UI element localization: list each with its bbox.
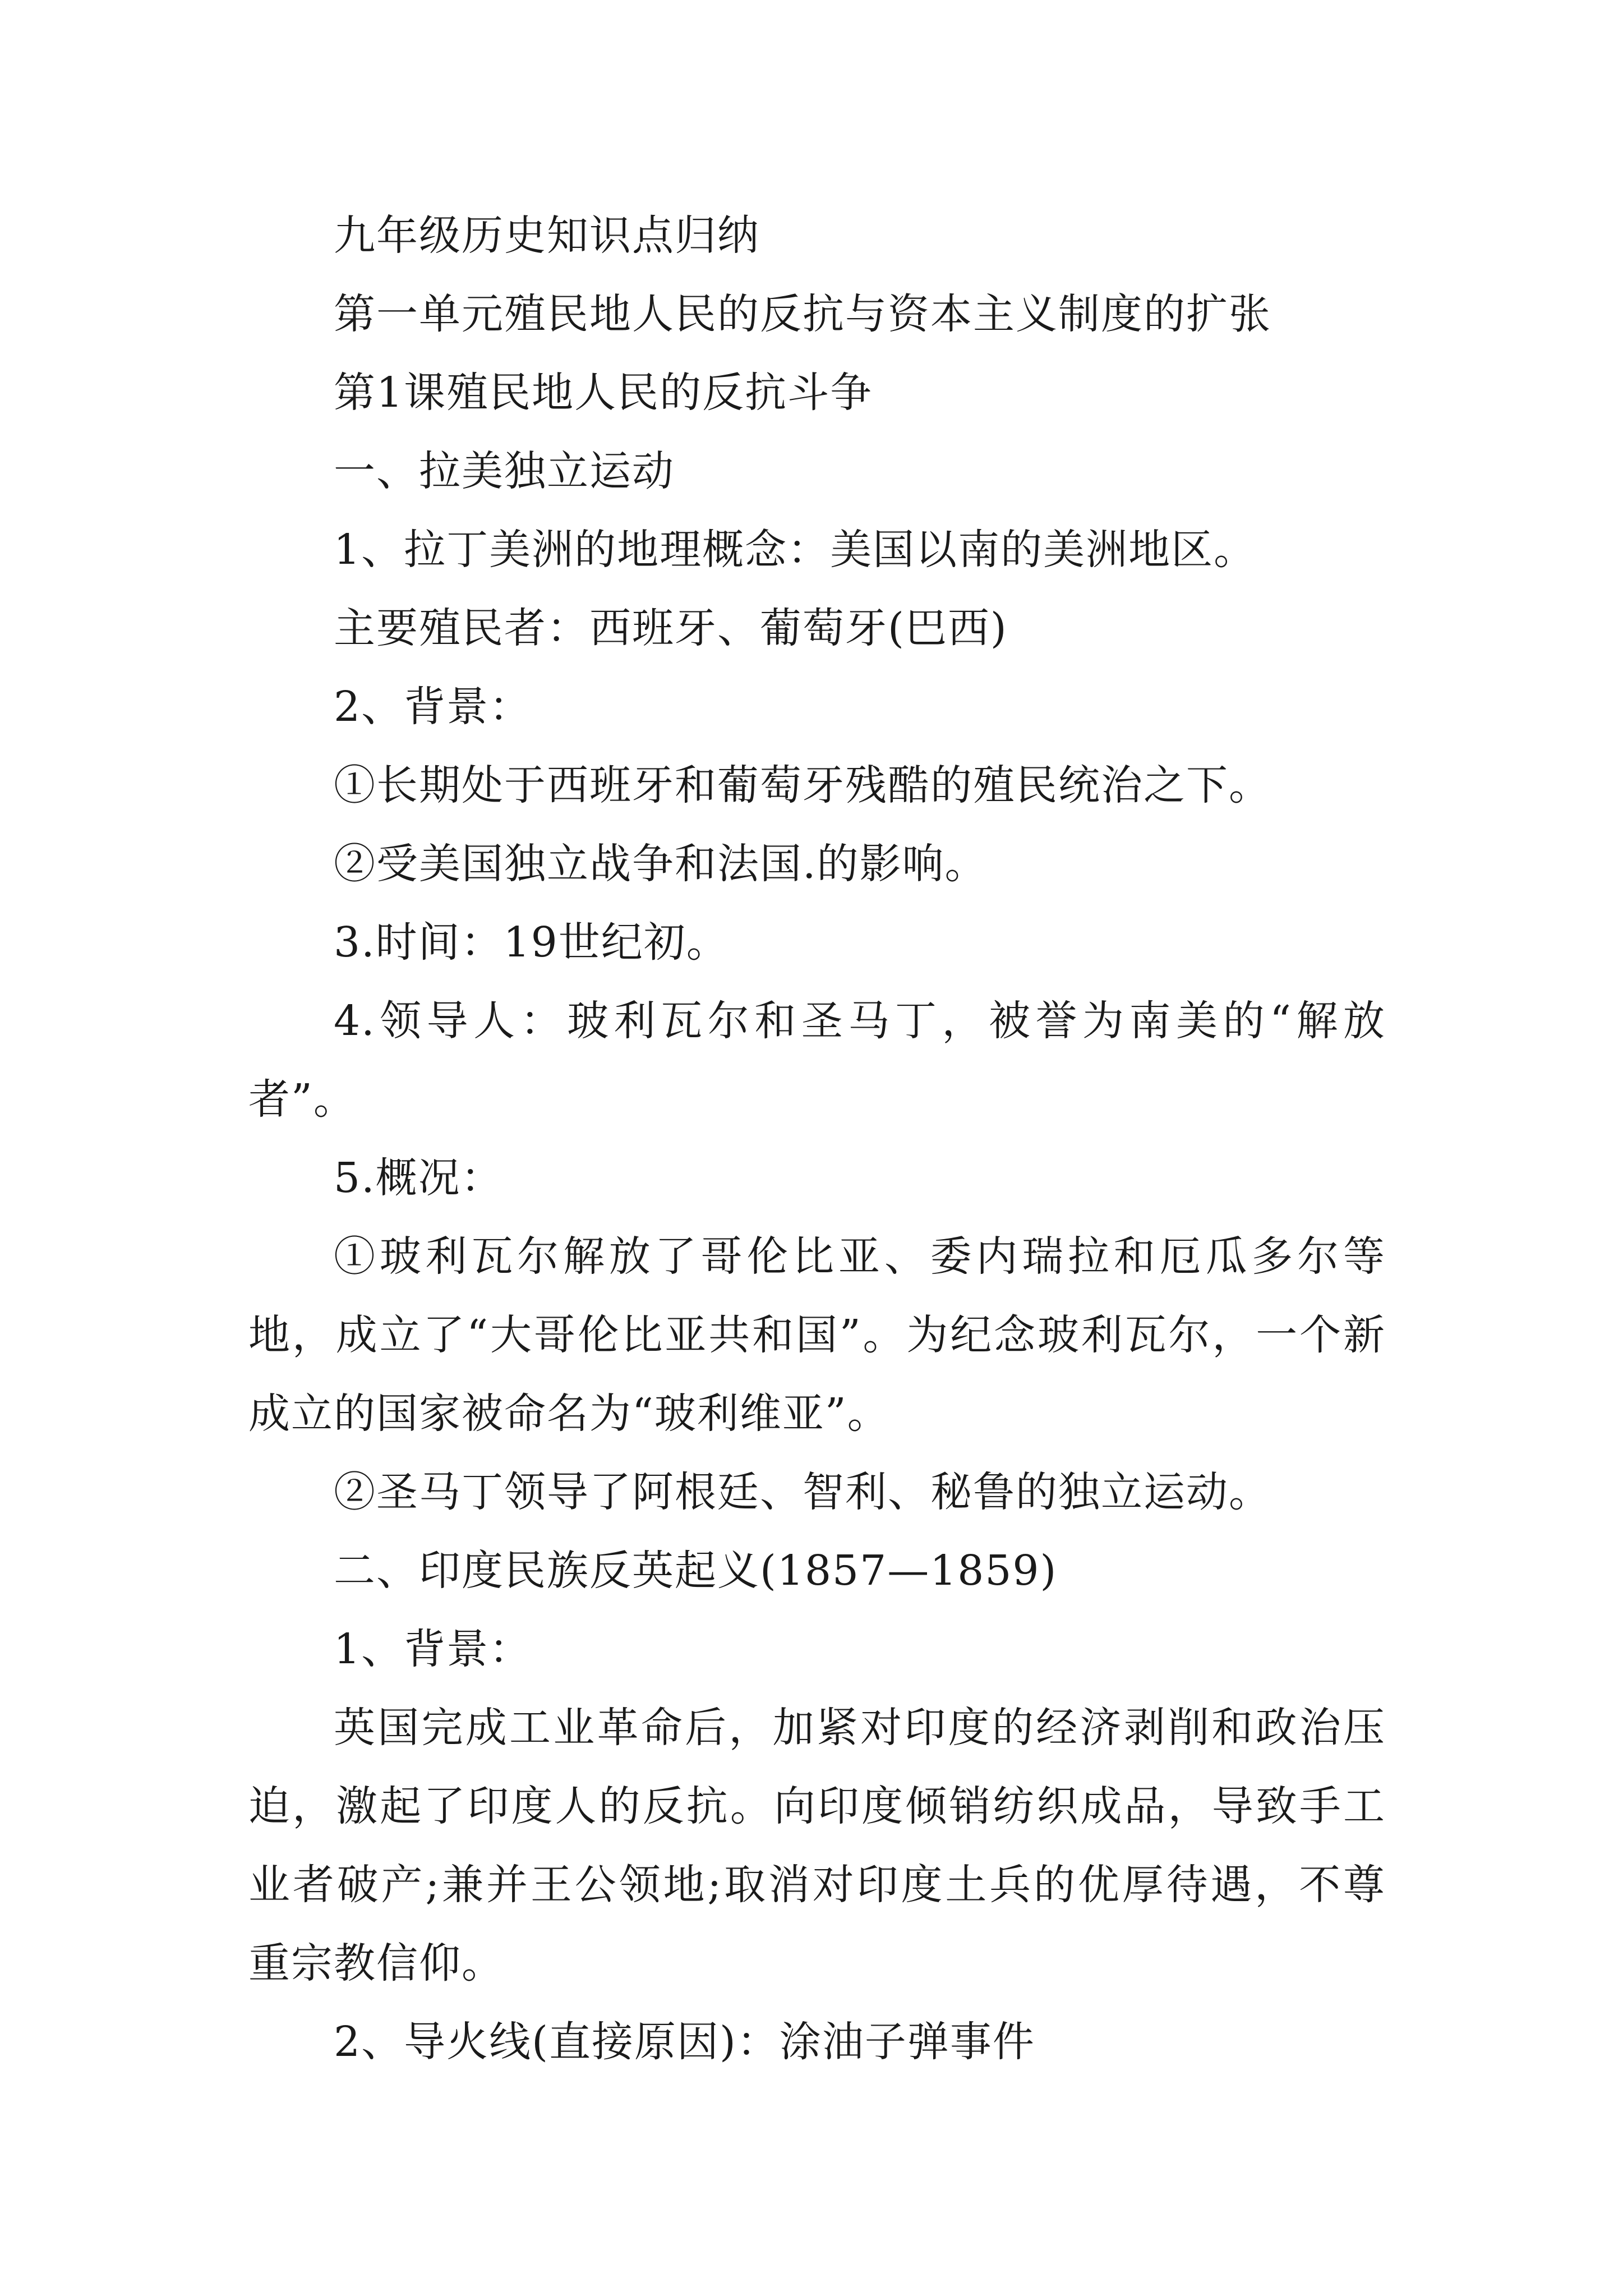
paragraph-india-background: 英国完成工业革命后，加紧对印度的经济剥削和政治压迫，激起了印度人的反抗。向印度倾销纺织成品，导致手工业者破产;兼并王公领地;取消对印度土兵的优厚待遇，不尊重宗教信仰。 <box>248 1704 1386 1987</box>
paragraph-colonizers: 主要殖民者：西班牙、葡萄牙(巴西) <box>334 604 1008 652</box>
paragraph-india-background-label: 1、背景： <box>334 1625 532 1673</box>
paragraph-overview-1: ①玻利瓦尔解放了哥伦比亚、委内瑞拉和厄瓜多尔等地，成立了“大哥伦比亚共和国”。为纪念玻利瓦尔，一个新成立的国家被命名为“玻利维亚”。 <box>248 1232 1386 1438</box>
lesson-heading: 第1课殖民地人民的反抗斗争 <box>334 369 873 417</box>
paragraph-time: 3.时间：19世纪初。 <box>334 918 729 967</box>
paragraph-india-trigger: 2、导火线(直接原因)：涂油子弹事件 <box>334 2018 1035 2066</box>
paragraph-background-label: 2、背景： <box>334 683 532 731</box>
paragraph-geography: 1、拉丁美洲的地理概念：美国以南的美洲地区。 <box>334 526 1257 574</box>
paragraph-overview-label: 5.概况： <box>334 1154 504 1202</box>
document-title: 九年级历史知识点归纳 <box>334 211 760 260</box>
section-heading-latin-america: 一、拉美独立运动 <box>334 447 675 495</box>
paragraph-background-1: ①长期处于西班牙和葡萄牙残酷的殖民统治之下。 <box>334 761 1271 809</box>
paragraph-leaders: 4.领导人：玻利瓦尔和圣马丁，被誉为南美的“解放者”。 <box>248 997 1386 1124</box>
paragraph-background-2: ②受美国独立战争和法国.的影响。 <box>334 840 988 888</box>
document-body <box>248 196 1386 2081</box>
paragraph-overview-2: ②圣马丁领导了阿根廷、智利、秘鲁的独立运动。 <box>334 1468 1271 1516</box>
unit-heading: 第一单元殖民地人民的反抗与资本主义制度的扩张 <box>334 290 1271 338</box>
section-heading-india: 二、印度民族反英起义(1857—1859) <box>334 1547 1058 1595</box>
